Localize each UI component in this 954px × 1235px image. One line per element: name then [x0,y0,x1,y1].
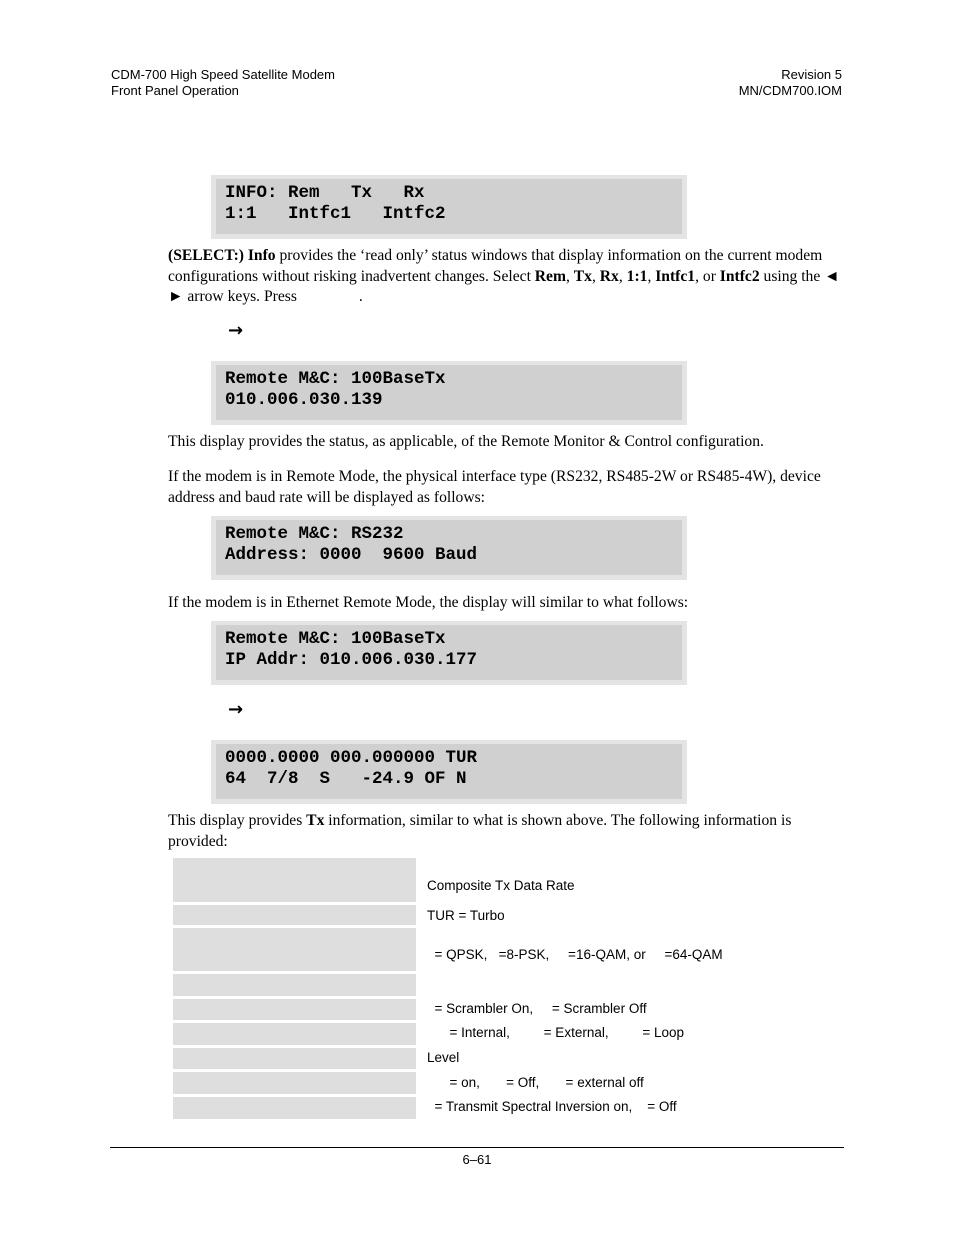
lcd-line: 0000.0000 000.000000 TUR [225,748,478,768]
header-right [739,67,842,99]
table-row-value: = on, = Off, = external off [427,1075,644,1090]
arrow-right-icon: → [228,320,244,341]
lcd-line: 64 7/8 S -24.9 OF N [225,769,467,789]
page-number: 6–61 [462,1152,492,1167]
arrow-right-icon: → [228,699,244,720]
tx-description: This display provides Tx information, similar to what is shown above. The following information is provided: [168,812,792,850]
lcd-display-remote-ip [211,621,687,685]
table-row-label [173,1023,416,1045]
lcd-line: Remote M&C: 100BaseTx [225,369,446,389]
table-row-value: TUR = Turbo [427,908,505,923]
table-row-value: = Internal, = External, = Loop [427,1025,685,1040]
lcd-line: 010.006.030.139 [225,390,383,410]
chapter-title: Front Panel Operation [111,83,239,98]
table-row-label [173,1048,416,1069]
remote-status-description: This display provides the status, as applicable, of the Remote Monitor & Control configuration. [168,433,764,450]
table-row-value: Composite Tx Data Rate [427,878,575,893]
table-row-label [173,1072,416,1094]
info-description: (SELECT:) Info provides the ‘read only’ status windows that display information on the current modem configurations without risking inadvertent changes. Select Rem, Tx, Rx, 1:1, Intfc1, or Intfc2 using the ◄ ► arrow keys. Press . [168,247,840,305]
lcd-display-remote-serial [211,516,687,580]
table-row-label [173,1097,416,1119]
table-row-value: Level [427,1050,460,1065]
remote-mode-description: If the modem is in Remote Mode, the physical interface type (RS232, RS485-2W or RS485-4W), device address and baud rate will be displayed as follows: [168,468,821,506]
manual-number: MN/CDM700.IOM [738,83,842,98]
lcd-line: Address: 0000 9600 Baud [225,545,478,565]
document-title: CDM-700 High Speed Satellite Modem [111,67,335,82]
table-row-label [173,858,416,902]
header-left [111,67,335,99]
ethernet-mode-description: If the modem is in Ethernet Remote Mode, the display will similar to what follows: [168,594,689,611]
lcd-line: Remote M&C: RS232 [225,524,404,544]
lcd-display-remote-ethernet [211,361,687,425]
lcd-display-tx [211,740,687,804]
table-row-label [173,974,416,996]
revision-label: Revision 5 [781,67,842,82]
lcd-line: Remote M&C: 100BaseTx [225,629,446,649]
table-row-label [173,905,416,925]
table-row-value: = QPSK, =8-PSK, =16-QAM, or =64-QAM [427,947,723,962]
lcd-display-info [211,175,687,239]
footer-divider [110,1147,844,1148]
lcd-line: IP Addr: 010.006.030.177 [225,650,478,670]
lcd-line: 1:1 Intfc1 Intfc2 [225,204,446,224]
lcd-line: INFO: Rem Tx Rx [225,183,425,203]
table-row-value: = Scrambler On, = Scrambler Off [427,1001,647,1016]
table-row-label [173,999,416,1020]
table-row-label [173,928,416,971]
table-row-value: = Transmit Spectral Inversion on, = Off [427,1099,677,1114]
